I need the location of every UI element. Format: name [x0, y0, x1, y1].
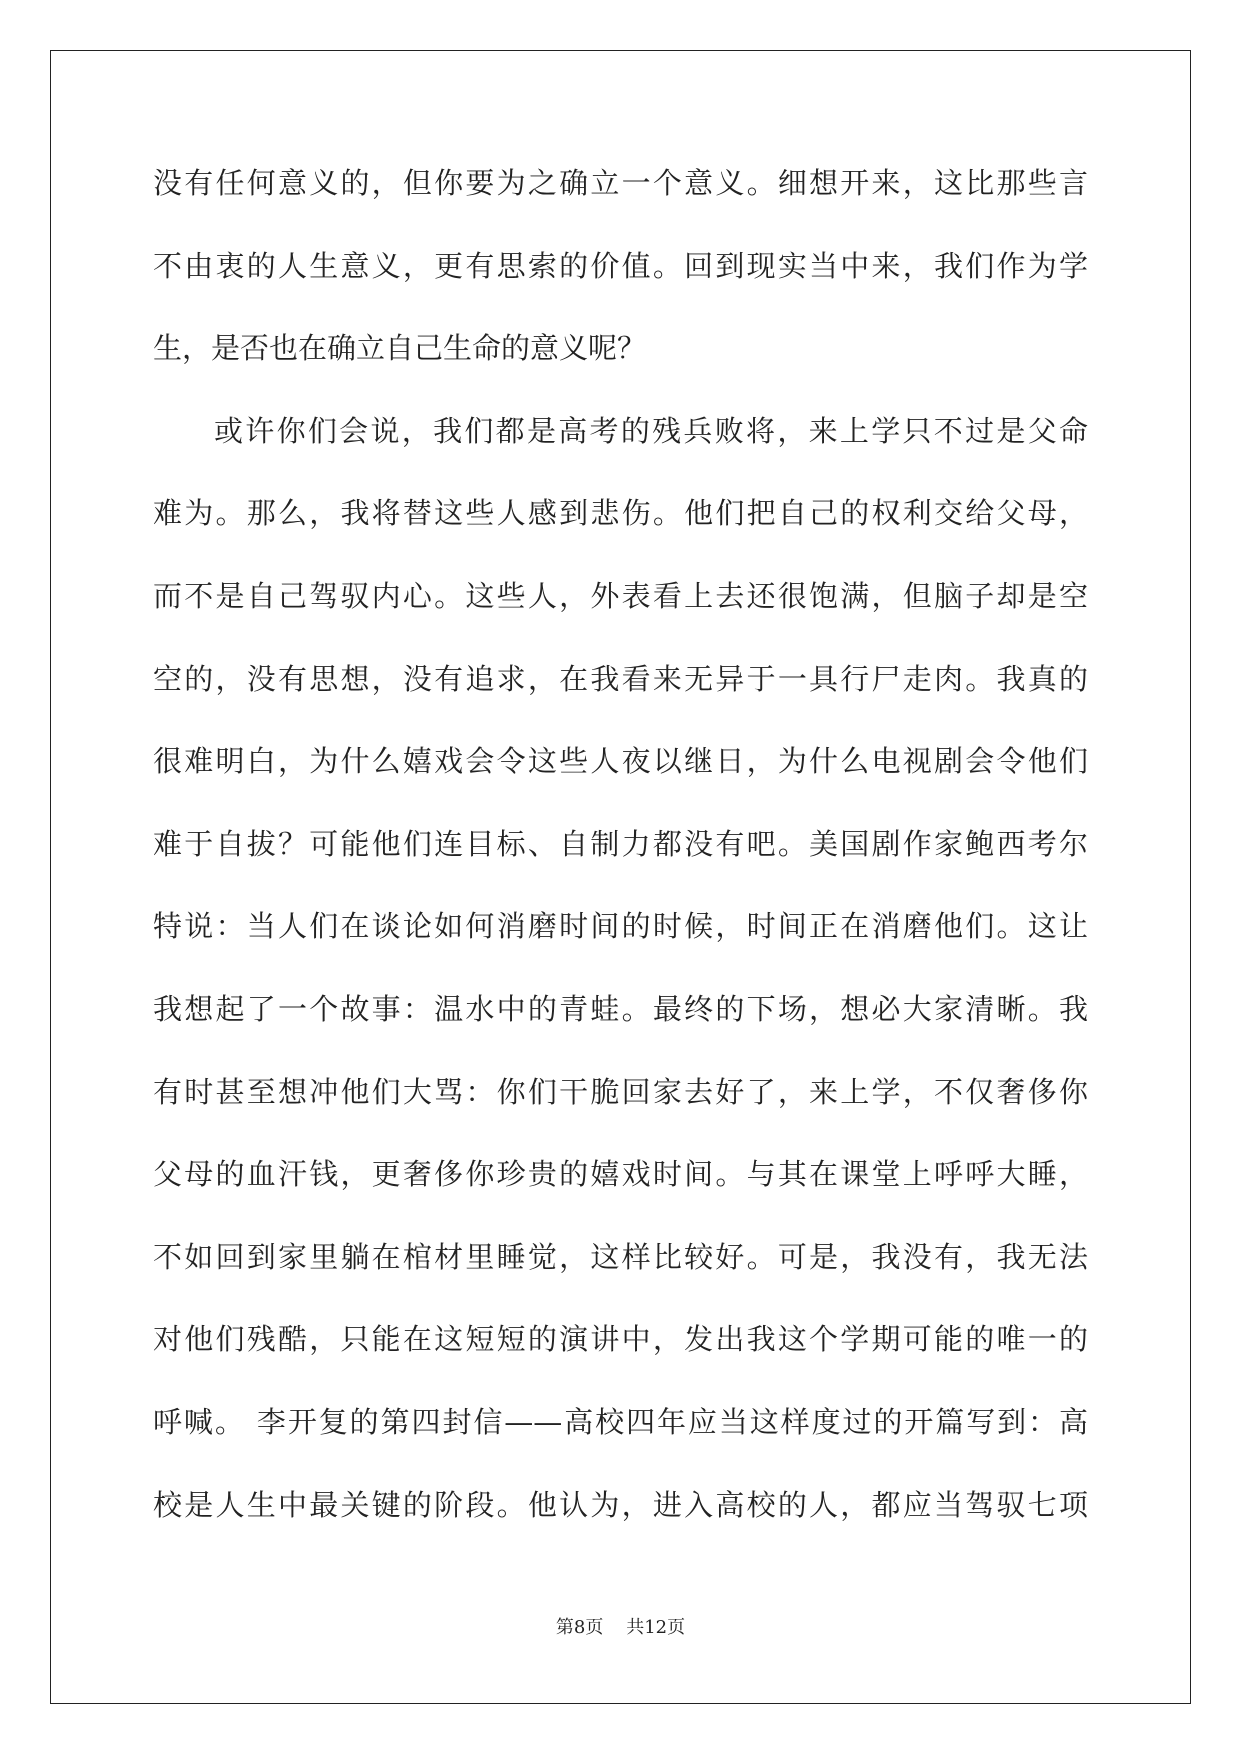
document-body [153, 158, 1088, 1562]
page-total: 共12页 [626, 1617, 686, 1638]
text-line: 空的，没有思想，没有追求，在我看来无异于一具行尸走肉。我真的 [153, 661, 1088, 696]
page-number: 第8页 [555, 1617, 604, 1638]
text-line: 我想起了一个故事：温水中的青蛙。最终的下场，想必大家清晰。我 [153, 991, 1088, 1026]
text-line: 呼喊。 李开复的第四封信——高校四年应当这样度过的开篇写到：高 [153, 1404, 1088, 1439]
text-line: 对他们残酷，只能在这短短的演讲中，发出我这个学期可能的唯一的 [153, 1322, 1088, 1357]
text-line: 生，是否也在确立自己生命的意义呢？ [153, 331, 647, 366]
text-line: 难为。那么，我将替这些人感到悲伤。他们把自己的权利交给父母， [153, 496, 1088, 531]
text-line: 没有任何意义的，但你要为之确立一个意义。细想开来，这比那些言 [153, 166, 1088, 200]
text-line: 校是人生中最关键的阶段。他认为，进入高校的人，都应当驾驭七项 [153, 1487, 1088, 1522]
text-line: 难于自拔？可能他们连目标、自制力都没有吧。美国剧作家鲍西考尔 [153, 826, 1088, 861]
page-footer [0, 1613, 1241, 1639]
text-line: 不如回到家里躺在棺材里睡觉，这样比较好。可是，我没有，我无法 [153, 1239, 1088, 1274]
text-line: 不由衷的人生意义，更有思索的价值。回到现实当中来，我们作为学 [153, 248, 1088, 283]
text-line: 而不是自己驾驭内心。这些人，外表看上去还很饱满，但脑子却是空 [153, 578, 1088, 613]
text-line: 或许你们会说，我们都是高考的残兵败将，来上学只不过是父命 [214, 413, 1088, 448]
paragraph [153, 406, 1088, 1562]
text-line: 父母的血汗钱，更奢侈你珍贵的嬉戏时间。与其在课堂上呼呼大睡， [153, 1157, 1088, 1192]
text-line: 有时甚至想冲他们大骂：你们干脆回家去好了，来上学，不仅奢侈你 [153, 1074, 1088, 1109]
text-line: 很难明白，为什么嬉戏会令这些人夜以继日，为什么电视剧会令他们 [153, 744, 1088, 779]
paragraph [153, 158, 1088, 406]
text-line: 特说：当人们在谈论如何消磨时间的时候，时间正在消磨他们。这让 [153, 909, 1088, 944]
